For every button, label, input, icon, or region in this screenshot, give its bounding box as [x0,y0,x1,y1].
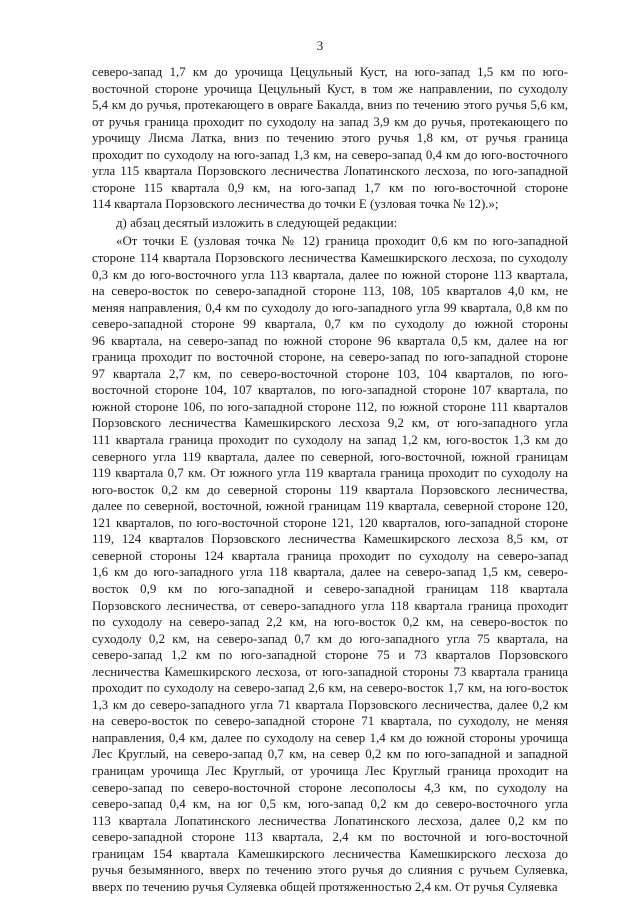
text-line: северо-запад 1,7 км до урочища Цецульный Куст, на юго-запад 1,5 км по юго- [92,65,568,79]
text-line: восточной стороне урочища Цецульный Куст, в том же направлении, по суходолу [92,81,568,96]
text-line: Порзовского лесничества Камешкирского лесхоза 9,2 км, от юго-западного угла [92,416,568,431]
text-line: Порзовского лесничества, от северо-западного угла 118 квартала граница проходит [92,598,568,613]
text-line: по суходолу на северо-запад 2,2 км, на юго-восток 0,2 км, на северо-восток по [92,615,568,630]
text-line: границам 154 квартала Камешкирского лесничества Камешкирского лесхоза до [92,846,568,861]
text-line: 97 квартала 2,7 км, по северо-восточной стороне 103, 104 кварталов, по юго- [92,366,568,381]
page-number: 3 [316,38,324,53]
text-line: д) абзац десятый изложить в следующей редакции: [116,215,398,230]
text-line: 5,4 км до ручья, протекающего в овраге Бакалда, вниз по течению этого ручья 5,6 км, [92,98,568,113]
text-line: направления, 0,4 км, далее по суходолу на север 1,4 км до южной стороны урочища [92,730,568,745]
text-line: северо-запад 1,2 км по юго-западной стороне 75 и 73 кварталов Порзовского [92,648,568,663]
document-body [92,64,568,895]
text-line: 119 квартала 0,7 км. От южного угла 119 квартала граница проходит по суходолу на [92,466,568,481]
text-line: вверх по течению ручья Суляевка общей протяженностью 2,4 км. От ручья Суляевка [92,879,558,894]
text-line: угла 115 квартала Порзовского лесничества Лопатинского лесхоза, по юго-западной [92,164,568,179]
text-line: меняя направления, 0,4 км по суходолу до юго-западного угла 99 квартала, 0,8 км по [92,300,568,315]
text-line: северной стороны 124 квартала граница проходит по суходолу на северо-запад [92,548,568,563]
text-line: северо-запад 0,4 км, на юг 0,5 км, юго-запад 0,2 км до северо-восточного угла [92,797,568,812]
text-line: 0,3 км до юго-восточного угла 113 квартала, далее по южной стороне 113 квартала, [92,267,568,282]
text-line: юго-восток 0,2 км до северной стороны 119 квартала Порзовского лесничества, [92,482,568,497]
text-line: стороне 114 квартала Порзовского лесничества Камешкирского лесхоза, по суходолу [92,251,568,266]
text-line: 119, 124 кварталов Порзовского лесничества Камешкирского лесхоза 8,5 км, от [92,532,568,547]
text-line: от ручья граница проходит по суходолу на запад 3,9 км до ручья, протекающего по [92,114,568,129]
text-line: на северо-восток по северо-западной стороне 71 квартала, по суходолу, не меняя [92,714,568,729]
text-line: 114 квартала Порзовского лесничества до точки Е (узловая точка № 12).»; [92,197,499,212]
text-line: проходит по суходолу на северо-запад 2,6 км, на северо-восток 1,7 км, на юго-восток [92,681,568,696]
text-line: урочищу Лисма Латка, вниз по течению этого ручья 1,8 км, от ручья граница [92,131,568,146]
text-line: северо-западной стороне 99 квартала, 0,7 км по суходолу до южной стороны [92,317,568,332]
text-line: лесничества Камешкирского лесхоза, от юго-западной стороны 73 квартала граница [92,664,568,679]
text-line: суходолу 0,2 км, на северо-запад 0,7 км до юго-западного угла 75 квартала, на [92,631,568,646]
text-line: границам урочища Лес Круглый, от урочища Лес Круглый граница проходит на [92,763,568,778]
text-line: проходит по суходолу на юго-запад 1,3 км, на северо-запад 0,4 км до юго-восточного [92,147,568,162]
paragraph [92,215,568,232]
text-line: восточной стороне 104, 107 кварталов, по юго-западной стороне 107 квартала, по [92,383,568,398]
paragraph [92,64,568,213]
text-line: северо-запад по северо-восточной стороне лесополосы 4,3 км, по суходолу на [92,780,568,795]
text-line: ручья безымянного, вверх по течению этого ручья до слияния с ручьем Суляевка, [92,863,568,878]
text-line: «От точки Е (узловая точка № 12) граница проходит 0,6 км по юго-западной [116,234,568,249]
text-line: граница проходит по восточной стороне, на северо-запад по юго-западной стороне [92,350,568,365]
text-line: 1,3 км до северо-западного угла 71 квартала Порзовского лесничества, далее 0,2 км [92,697,568,712]
text-line: на северо-восток по северо-западной стороне 113, 108, 105 кварталов 4,0 км, не [92,284,568,299]
paragraph [92,233,568,895]
text-line: 96 квартала, на северо-запад по южной стороне 96 квартала 0,5 км, далее на юг [92,333,568,348]
text-line: Лес Круглый, на северо-запад 0,7 км, на север 0,2 км по юго-западной и западной [92,747,568,762]
text-line: 111 квартала граница проходит по суходолу на запад 1,2 км, юго-восток 1,3 км до [92,433,568,448]
text-line: 121 кварталов, по юго-восточной стороне 121, 120 кварталов, юго-западной стороне [92,515,568,530]
text-line: южной стороне 106, по юго-западной стороне 112, по южной стороне 111 кварталов [92,399,568,414]
text-line: далее по северной, восточной, южной границам 119 квартала, северной стороне 120, [92,499,568,514]
text-line: северного угла 119 квартала, далее по северной, юго-восточной, южной границам [92,449,568,464]
text-line: стороне 115 квартала 0,9 км, на юго-запад 1,7 км по юго-восточной стороне [92,180,568,195]
text-line: 113 квартала Лопатинского лесничества Лопатинского лесхоза, далее 0,2 км по [92,813,568,828]
text-line: восток 0,9 км по юго-западной и северо-западной границам 118 квартала [92,581,568,596]
text-line: 1,6 км до юго-западного угла 118 квартала, далее на северо-запад 1,5 км, северо- [92,565,568,580]
text-line: северо-западной стороне 113 квартала, 2,4 км по восточной и юго-восточной [92,830,568,845]
